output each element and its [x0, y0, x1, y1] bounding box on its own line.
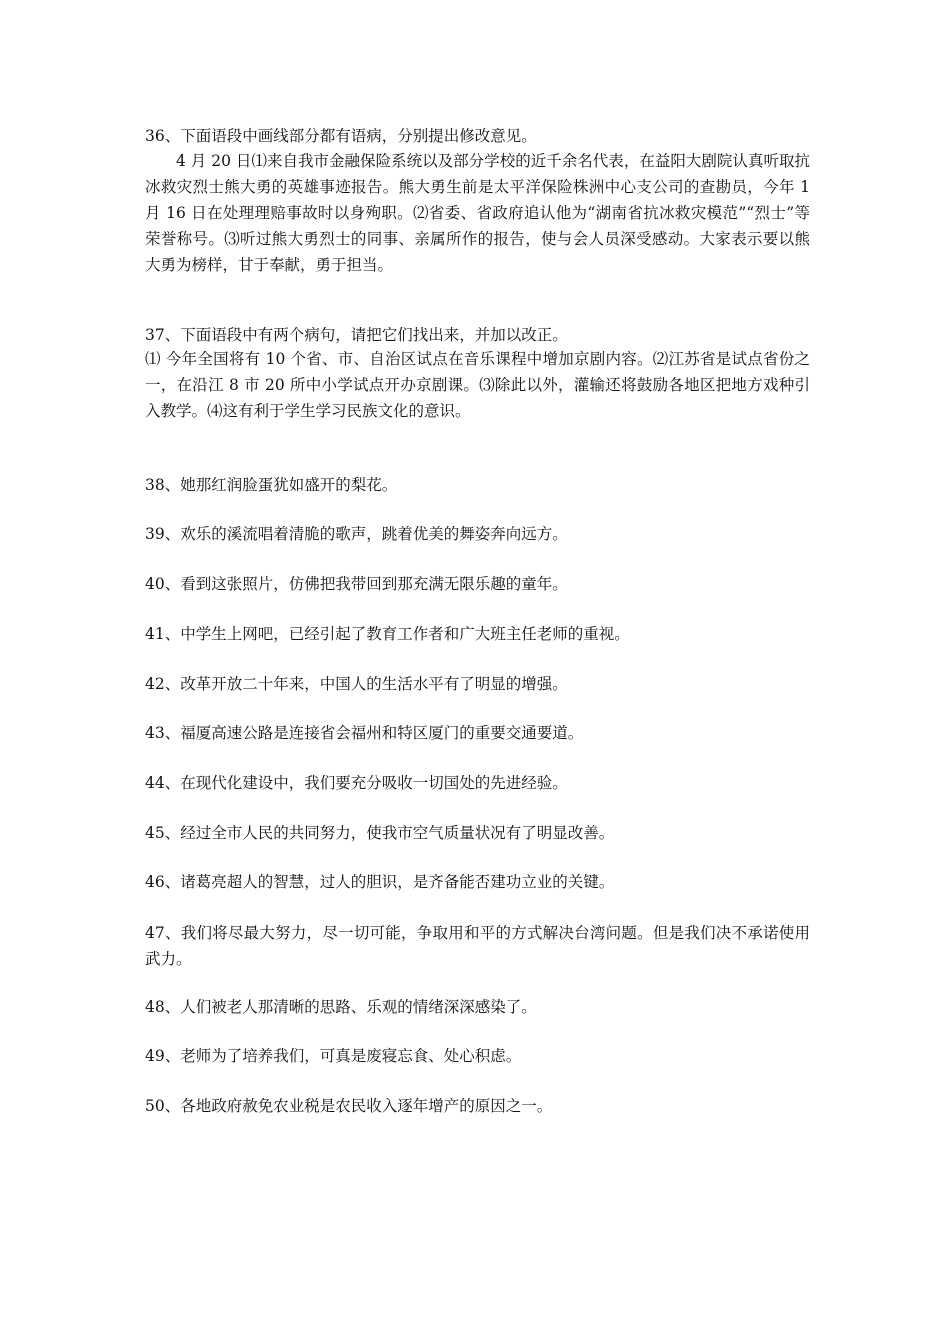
question-36-passage: 4 月 20 日⑴来自我市金融保险系统以及部分学校的近千余名代表，在益阳大剧院认真听取抗冰救灾烈士熊大勇的英雄事迹报告。熊大勇生前是太平洋保险株洲中心支公司的查勘员，今年 1 月 16 日在处理理赔事故时以身殉职。⑵省委、省政府追认他为“湖南省抗冰救灾模范”“烈士”等荣誉称号。⑶听过熊大勇烈士的同事、亲属所作的报告，使与会人员深受感动。大家表示要以熊大勇为榜样，甘于奉献，勇于担当。: [145, 152, 810, 274]
question-50: 50、各地政府赦免农业税是农民收入逐年增产的原因之一。: [145, 1097, 553, 1115]
question-37-title: 37、下面语段中有两个病句，请把它们找出来，并加以改正。: [145, 326, 568, 344]
question-47: 47、我们将尽最大努力，尽一切可能，争取用和平的方式解决台湾问题。但是我们决不承诺使用武力。: [145, 924, 810, 968]
question-37-passage: ⑴ 今年全国将有 10 个省、市、自治区试点在音乐课程中增加京剧内容。⑵江苏省是试点省份之一，在沿江 8 市 20 所中小学试点开办京剧课。⑶除此以外，灌输还将鼓励各地区把地方戏种引入教学。⑷这有利于学生学习民族文化的意识。: [145, 350, 810, 420]
question-44: 44、在现代化建设中，我们要充分吸收一切国处的先进经验。: [145, 774, 568, 792]
question-42: 42、改革开放二十年来，中国人的生活水平有了明显的增强。: [145, 675, 568, 693]
question-46: 46、诸葛亮超人的智慧，过人的胆识，是齐备能否建功立业的关键。: [145, 873, 615, 891]
question-48: 48、人们被老人那清晰的思路、乐观的情绪深深感染了。: [145, 998, 537, 1016]
question-49: 49、老师为了培养我们，可真是废寝忘食、处心积虑。: [145, 1047, 522, 1065]
question-36-title: 36、下面语段中画线部分都有语病，分别提出修改意见。: [145, 127, 537, 145]
question-45: 45、经过全市人民的共同努力，使我市空气质量状况有了明显改善。: [145, 824, 615, 842]
question-43: 43、福厦高速公路是连接省会福州和特区厦门的重要交通要道。: [145, 724, 584, 742]
question-39: 39、欢乐的溪流唱着清脆的歌声，跳着优美的舞姿奔向远方。: [145, 525, 568, 543]
question-41: 41、中学生上网吧，已经引起了教育工作者和广大班主任老师的重视。: [145, 625, 630, 643]
question-38: 38、她那红润脸蛋犹如盛开的梨花。: [145, 476, 398, 494]
question-40: 40、看到这张照片，仿佛把我带回到那充满无限乐趣的童年。: [145, 575, 568, 593]
